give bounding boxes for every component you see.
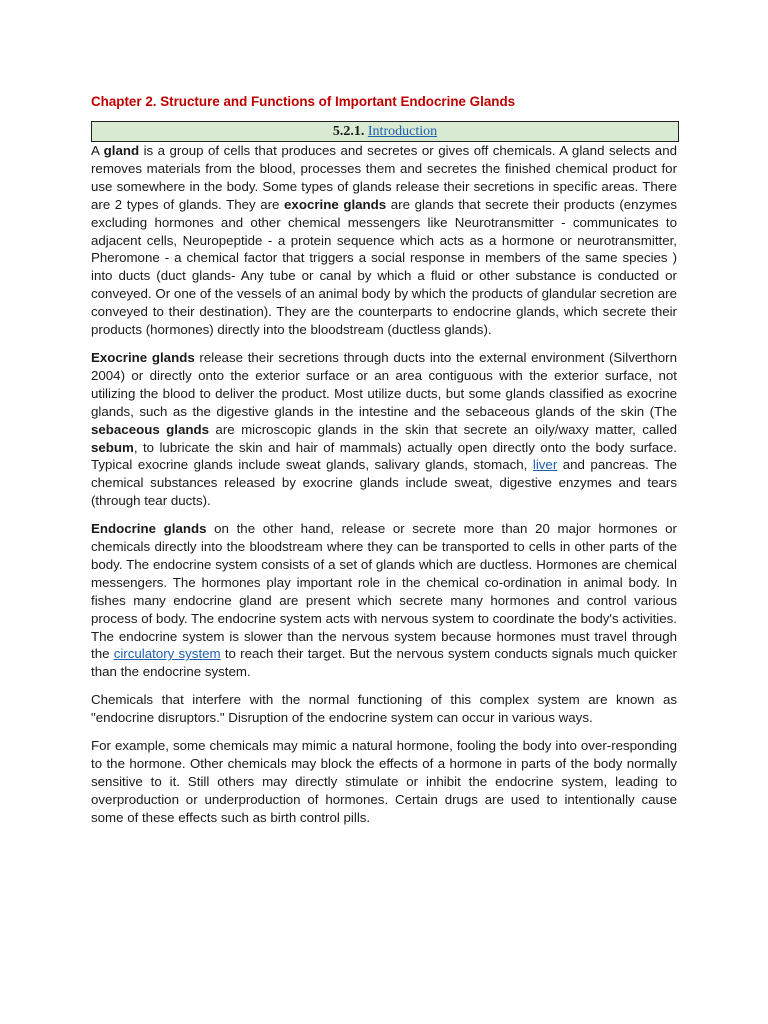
paragraph-gland-definition	[91, 142, 677, 339]
term-exocrine-glands: exocrine glands	[284, 196, 387, 212]
text-run: release their secretions through ducts into the external environment (Silverthorn 2004) or directly onto the exterior surface or an area contiguous with the exterior surface, not utilizing the blood to deliver the product. Most utilize ducts, but some glands classified as exocrine glands, such as the digestive glands in the intestine and the sebaceous glands of the skin (The	[91, 349, 677, 419]
document-body	[91, 142, 677, 837]
paragraph-examples: For example, some chemicals may mimic a natural hormone, fooling the body into over-responding to the hormone. Other chemicals may block the effects of a hormone in parts of the body normally sensitive to it. Still others may directly stimulate or inhibit the endocrine system, leading to overproduction or underproduction of hormones. Certain drugs are used to intentionally cause some of these effects such as birth control pills.	[91, 738, 677, 825]
text-run: A	[91, 143, 104, 158]
circulatory-system-link[interactable]: circulatory system	[113, 646, 221, 662]
chapter-title: Chapter 2. Structure and Functions of Important Endocrine Glands	[91, 94, 516, 109]
text-run: is a group of cells that produces and secretes or gives off chemicals. A gland selects and removes materials from the blood, processes them and secretes the finished chemical product for use somewhere in the body. Some types of glands release their secretions in specific areas. There are 2 types of glands. They are	[91, 143, 677, 212]
text-run: and pancreas. The chemical substances released by exocrine glands include sweat, digestive enzymes and tears (through tear ducts).	[91, 457, 677, 509]
liver-link[interactable]: liver	[532, 457, 558, 473]
paragraph-exocrine-glands	[91, 349, 677, 510]
term-gland: gland	[103, 143, 140, 158]
text-run: , to lubricate the skin and hair of mammals) actually open directly onto the body surface. Typical exocrine glands include sweat glands, salivary glands, stomach,	[91, 439, 677, 473]
paragraph-endocrine-disruptors: Chemicals that interfere with the normal functioning of this complex system are known as "endocrine disruptors." Disruption of the endocrine system can occur in various ways.	[91, 692, 677, 726]
term-sebaceous-glands: sebaceous glands	[91, 421, 210, 437]
text-run: are microscopic glands in the skin that secrete an oily/waxy matter, called	[209, 421, 677, 437]
section-title-link[interactable]: Introduction	[367, 124, 438, 139]
text-run: are glands that secrete their products (enzymes excluding hormones and other chemical messengers like Neurotransmitter - communicates to adjacent cells, Neuropeptide - a protein sequence which acts as a hormone or neurotransmitter, Pheromone - a chemical factor that triggers a social response in members of the same species ) into ducts (duct glands- Any tube or canal by which a fluid or other substance is conducted or conveyed. Or one of the vessels of an animal body by which the products of glandular secretion are conveyed to their destination). They are the counterparts to endocrine glands, which secrete their products (hormones) directly into the bloodstream (ductless glands).	[91, 196, 677, 338]
text-run: on the other hand, release or secrete more than 20 major hormones or chemicals directly into the bloodstream where they can be transported to cells in other parts of the body. The endocrine system consists of a set of glands which are ductless. Hormones are chemical messengers. The hormones play important role in the chemical co-ordination in animal body. In fishes many endocrine gland are present which secrete many hormones and control various process of body. The endocrine system acts with nervous system to coordinate the body's activities. The endocrine system is slower than the nervous system because hormones must travel through the	[91, 521, 677, 662]
text-run: to reach their target. But the nervous system conducts signals much quicker than the endocrine system.	[91, 646, 677, 680]
term-sebum: sebum	[91, 439, 134, 455]
section-heading-box	[91, 121, 679, 142]
term-endocrine-glands: Endocrine glands	[91, 521, 207, 537]
section-number: 5.2.1.	[332, 124, 365, 139]
paragraph-endocrine-glands	[91, 520, 677, 681]
term-exocrine-glands: Exocrine glands	[91, 349, 195, 365]
